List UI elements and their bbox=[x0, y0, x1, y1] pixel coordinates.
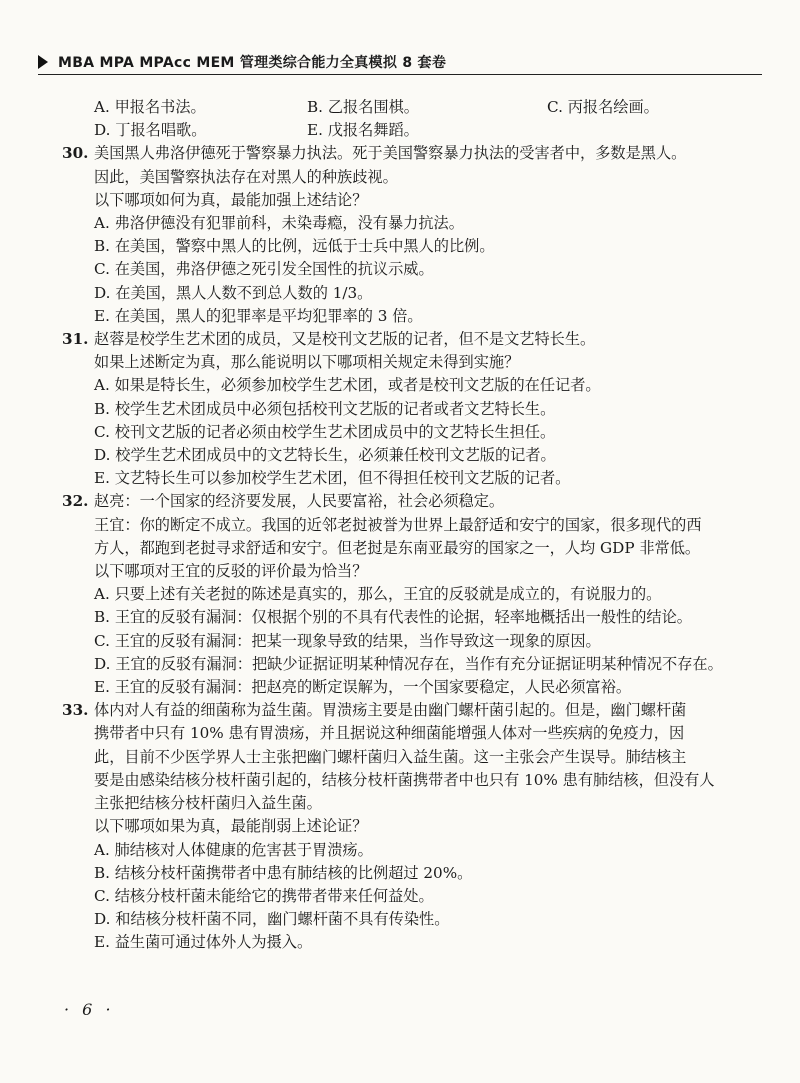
option-b: B. 校学生艺术团成员中必须包括校刊文艺版的记者或者文艺特长生。 bbox=[94, 399, 556, 418]
question-32 bbox=[62, 490, 760, 560]
option-b: B. 结核分枝杆菌携带者中患有肺结核的比例超过 20%。 bbox=[94, 863, 473, 882]
option-a: A. 如果是特长生，必须参加校学生艺术团，或者是校刊文艺版的在任记者。 bbox=[94, 376, 601, 395]
question-stem-line: 因此，美国警察执法存在对黑人的种族歧视。 bbox=[94, 167, 398, 186]
question-stem-line: 主张把结核分枝杆菌归入益生菌。 bbox=[94, 794, 322, 813]
question-stem-line: 此，目前不少医学界人士主张把幽门螺杆菌归入益生菌。这一主张会产生误导。肺结核主 bbox=[94, 747, 687, 766]
question-prompt: 以下哪项如何为真，最能加强上述结论？ bbox=[94, 190, 368, 209]
prev-options-row-1 bbox=[94, 96, 760, 119]
prev-option-c: C. 丙报名绘画。 bbox=[547, 98, 659, 116]
question-number: 33. bbox=[62, 701, 89, 720]
question-prompt: 以下哪项对王宜的反驳的评价最为恰当？ bbox=[94, 562, 368, 581]
option-d: D. 王宜的反驳有漏洞：把缺少证据证明某种情况存在，当作有充分证据证明某种情况不存在。 bbox=[94, 654, 723, 673]
question-number: 32. bbox=[62, 492, 89, 511]
prev-option-b: B. 乙报名围棋。 bbox=[307, 98, 419, 116]
question-stem-line: 方人，都跑到老挝寻求舒适和安宁。但老挝是东南亚最穷的国家之一，人均 GDP 非常低。 bbox=[94, 538, 701, 557]
option-e: E. 在美国，黑人的犯罪率是平均犯罪率的 3 倍。 bbox=[94, 306, 423, 325]
header-title: MBA MPA MPAcc MEM 管理类综合能力全真模拟 8 套卷 bbox=[58, 55, 447, 71]
option-d: D. 校学生艺术团成员中的文艺特长生，必须兼任校刊文艺版的记者。 bbox=[94, 446, 556, 465]
option-c: C. 在美国，弗洛伊德之死引发全国性的抗议示威。 bbox=[94, 260, 434, 279]
question-number: 30. bbox=[62, 144, 89, 163]
page-content bbox=[62, 96, 760, 955]
triangle-marker-icon bbox=[38, 55, 48, 69]
option-d: D. 在美国，黑人人数不到总人数的 1/3。 bbox=[94, 283, 373, 302]
question-stem-line: 要是由感染结核分枝杆菌引起的，结核分枝杆菌携带者中也只有 10% 患有肺结核，但没有人 bbox=[94, 770, 715, 789]
option-b: B. 在美国，警察中黑人的比例，远低于士兵中黑人的比例。 bbox=[94, 237, 495, 256]
running-header bbox=[38, 50, 762, 75]
option-e: E. 王宜的反驳有漏洞：把赵亮的断定误解为，一个国家要稳定，人民必须富裕。 bbox=[94, 678, 632, 697]
prev-option-e: E. 戊报名舞蹈。 bbox=[307, 121, 419, 140]
option-b: B. 王宜的反驳有漏洞：仅根据个别的不具有代表性的论据，轻率地概括出一般性的结论。 bbox=[94, 608, 692, 627]
option-c: C. 王宜的反驳有漏洞：把某一现象导致的结果，当作导致这一现象的原因。 bbox=[94, 631, 601, 650]
question-stem-line: 赵蓉是校学生艺术团的成员，又是校刊文艺版的记者，但不是文艺特长生。 bbox=[94, 330, 596, 349]
option-e: E. 益生菌可通过体外人为摄入。 bbox=[94, 933, 313, 952]
option-d: D. 和结核分枝杆菌不同，幽门螺杆菌不具有传染性。 bbox=[94, 910, 450, 929]
question-prompt: 如果上述断定为真，那么能说明以下哪项相关规定未得到实施？ bbox=[94, 353, 520, 372]
question-number: 31. bbox=[62, 330, 89, 349]
question-stem-line: 美国黑人弗洛伊德死于警察暴力执法。死于美国警察暴力执法的受害者中，多数是黑人。 bbox=[94, 144, 687, 163]
option-a: A. 只要上述有关老挝的陈述是真实的，那么，王宜的反驳就是成立的，有说服力的。 bbox=[94, 585, 662, 604]
question-prompt: 以下哪项如果为真，最能削弱上述论证？ bbox=[94, 817, 368, 836]
option-c: C. 校刊文艺版的记者必须由校学生艺术团成员中的文艺特长生担任。 bbox=[94, 422, 556, 441]
question-stem-line: 携带者中只有 10% 患有胃溃疡，并且据说这种细菌能增强人体对一些疾病的免疫力，因 bbox=[94, 724, 685, 743]
option-e: E. 文艺特长生可以参加校学生艺术团，但不得担任校刊文艺版的记者。 bbox=[94, 469, 571, 488]
question-31 bbox=[62, 328, 760, 351]
option-c: C. 结核分枝杆菌未能给它的携带者带来任何益处。 bbox=[94, 886, 434, 905]
option-a: A. 弗洛伊德没有犯罪前科，未染毒瘾，没有暴力抗法。 bbox=[94, 214, 464, 233]
page-number: · 6 · bbox=[64, 1000, 115, 1019]
question-stem-line: 体内对人有益的细菌称为益生菌。胃溃疡主要是由幽门螺杆菌引起的。但是，幽门螺杆菌 bbox=[94, 701, 687, 720]
prev-options-row-2 bbox=[94, 119, 760, 142]
prev-option-d: D. 丁报名唱歌。 bbox=[94, 121, 207, 140]
question-33 bbox=[62, 699, 760, 815]
question-stem-line: 赵亮：一个国家的经济要发展，人民要富裕，社会必须稳定。 bbox=[94, 492, 505, 511]
question-30 bbox=[62, 142, 760, 188]
option-a: A. 肺结核对人体健康的危害甚于胃溃疡。 bbox=[94, 840, 373, 859]
question-stem-line: 王宜：你的断定不成立。我国的近邻老挝被誉为世界上最舒适和安宁的国家，很多现代的西 bbox=[94, 515, 702, 534]
prev-option-a: A. 甲报名书法。 bbox=[94, 98, 206, 116]
